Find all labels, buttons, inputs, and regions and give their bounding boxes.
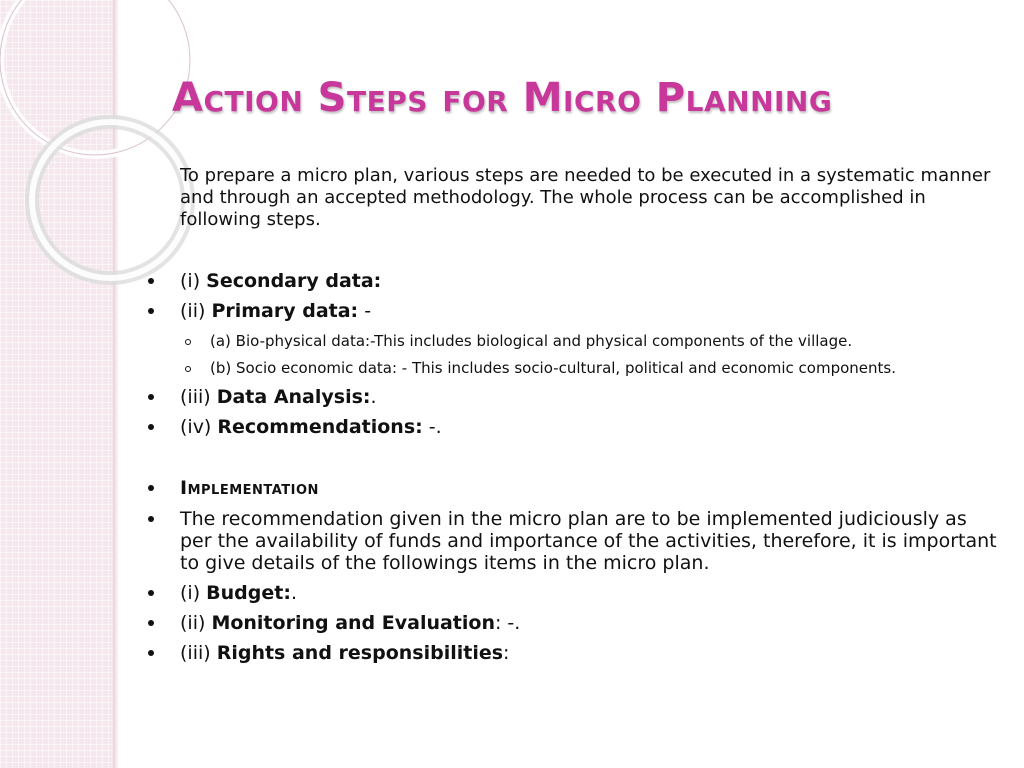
implementation-paragraph: The recommendation given in the micro plan are to be implemented judiciously as per the availability of funds and importance of the activities, therefore, it is important to give details of the followings items in the micro plan. (180, 508, 997, 574)
bullet-icon (148, 620, 154, 626)
item-prefix: (i) (180, 582, 207, 604)
item-prefix: (ii) (180, 612, 212, 634)
item-suffix: -. (422, 416, 442, 438)
item-heading: Rights and responsibilities (216, 642, 504, 664)
bullet-icon (148, 650, 154, 656)
item-suffix: : (503, 642, 510, 664)
bullet-icon (148, 485, 154, 491)
sub-item-text: (a) Bio-physical data:-This includes biological and physical components of the village. (210, 332, 853, 350)
bullet-icon (148, 308, 154, 314)
item-prefix: (iv) (180, 416, 218, 438)
slide-title: Action Steps for Micro Planning (172, 75, 833, 121)
hollow-bullet-icon (185, 366, 191, 372)
bullet-icon (148, 278, 154, 284)
hollow-bullet-icon (185, 339, 191, 345)
item-prefix: (ii) (180, 300, 212, 322)
item-suffix: . (290, 582, 297, 604)
item-prefix: (iii) (180, 642, 217, 664)
bullet-icon (148, 424, 154, 430)
item-prefix: (i) (180, 270, 207, 292)
item-heading: Primary data: (211, 300, 359, 322)
item-suffix: : -. (494, 612, 521, 634)
item-heading: Secondary data: (206, 270, 382, 292)
item-heading: Budget: (206, 582, 291, 604)
sub-item-text: (b) Socio economic data: - This includes socio-cultural, political and economic components. (210, 359, 896, 377)
bullet-icon (148, 590, 154, 596)
bullet-icon (148, 394, 154, 400)
item-suffix: - (358, 300, 372, 322)
item-heading: Monitoring and Evaluation (211, 612, 495, 634)
intro-paragraph: To prepare a micro plan, various steps are needed to be executed in a systematic manner and through an accepted methodology. The whole process can be accomplished in following steps. (180, 165, 991, 230)
item-heading: Data Analysis: (216, 386, 371, 408)
implementation-heading: Implementation (180, 477, 319, 499)
item-heading: Recommendations: (217, 416, 423, 438)
item-suffix: . (370, 386, 377, 408)
bullet-icon (148, 516, 154, 522)
item-prefix: (iii) (180, 386, 217, 408)
